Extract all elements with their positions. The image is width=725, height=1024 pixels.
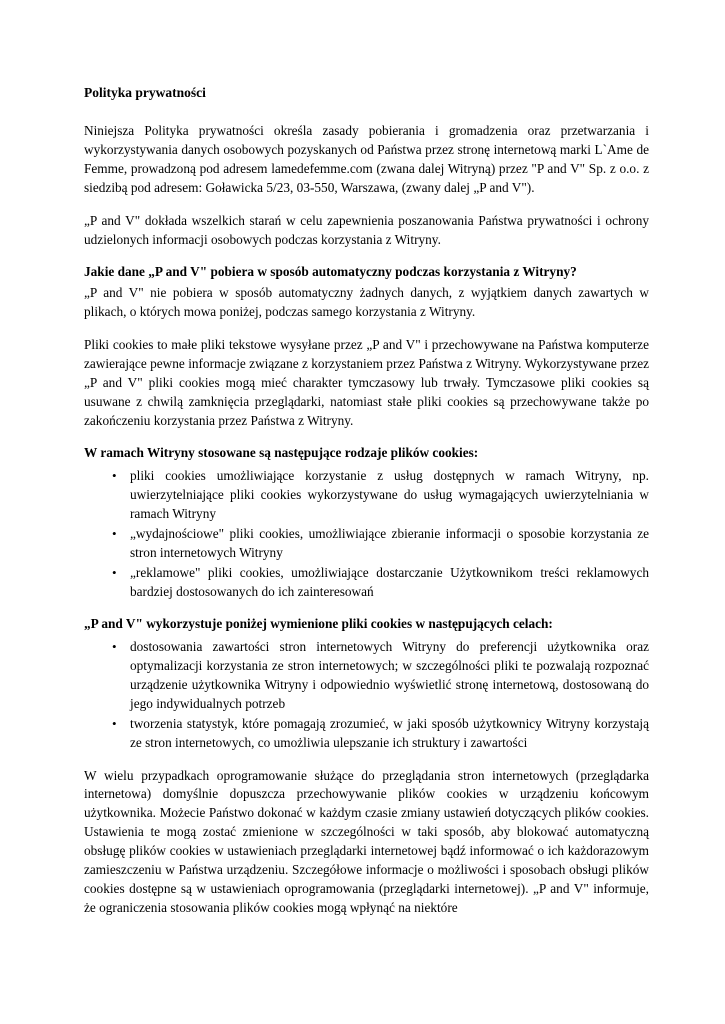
paragraph-automatic-data-answer: „P and V" nie pobiera w sposób automatyczny żadnych danych, z wyjątkiem danych zawartych w plikach, o których mowa poniżej, podczas samego korzystania z Witryny. bbox=[84, 285, 649, 320]
list-item: • tworzenia statystyk, które pomagają zrozumieć, w jaki sposób użytkownicy Witryny korzystają ze stron internetowych, co umożliwia ulepszanie ich struktury i zawartości bbox=[130, 715, 649, 753]
list-item: • dostosowania zawartości stron internetowych Witryny do preferencji użytkownika oraz optymalizacji korzystania ze stron internetowych; w szczególności pliki te pozwalają rozpoznać urządzenie użytkownika Witryny i odpowiednio wyświetlić stronę internetową, dostosowaną do jego indywidualnych potrzeb bbox=[130, 638, 649, 714]
list-item: • „reklamowe" pliki cookies, umożliwiające dostarczanie Użytkownikom treści reklamowych bardziej dostosowanych do ich zainteresowań bbox=[130, 564, 649, 602]
list-item: • „wydajnościowe" pliki cookies, umożliwiające zbieranie informacji o sposobie korzystania ze stron internetowych Witryny bbox=[130, 525, 649, 563]
paragraph-intro: Niniejsza Polityka prywatności określa zasady pobierania i gromadzenia oraz przetwarzania i wykorzystywania danych osobowych pozyskanych od Państwa przez stronę internetową marki L`Ame de Femme, prowadzoną pod adresem lamedefemme.com (zwana dalej Witryną) przez "P and V" Sp. z o.o. z siedzibą pod adresem: Goławicka 5/23, 03-550, Warszawa, (zwany dalej „P and V"). bbox=[84, 123, 649, 195]
cookie-types-list bbox=[84, 467, 649, 601]
paragraph-cookies-definition: Pliki cookies to małe pliki tekstowe wysyłane przez „P and V" i przechowywane na Państwa komputerze zawierające pewne informacje związane z korzystaniem przez Państwa z Witryny. Wykorzystywane przez „P and V" pliki cookies mogą mieć charakter tymczasowy lub trwały. Tymczasowe pliki cookies są usuwane z chwilą zamknięcia przeglądarki, natomiast stałe pliki cookies są przechowywane także po zakończeniu korzystania przez Państwa z Witryny. bbox=[84, 337, 649, 428]
heading-cookie-types: W ramach Witryny stosowane są następujące rodzaje plików cookies: bbox=[84, 445, 479, 461]
paragraph-browser-settings: W wielu przypadkach oprogramowanie służące do przeglądania stron internetowych (przeglądarka internetowa) domyślnie dopuszcza przechowywanie plików cookies w urządzeniu końcowym użytkownika. Możecie Państwo dokonać w każdym czasie zmiany ustawień dotyczących plików cookies. Ustawienia te mogą zostać zmienione w szczególności w taki sposób, aby blokować automatyczną obsługę plików cookies w ustawieniach przeglądarki internetowej bądź informować o ich każdorazowym zamieszczeniu w Państwa urządzeniu. Szczegółowe informacje o możliwości i sposobach obsługi plików cookies dostępne są w ustawieniach oprogramowania (przeglądarki internetowej). „P and V" informuje, że ograniczenia stosowania plików cookies mogą wpłynąć na niektóre bbox=[84, 767, 649, 915]
heading-automatic-data: Jakie dane „P and V" pobiera w sposób automatyczny podczas korzystania z Witryny? bbox=[84, 264, 577, 280]
page-title: Polityka prywatności bbox=[84, 85, 206, 100]
cookie-purposes-list bbox=[84, 638, 649, 752]
list-item: • pliki cookies umożliwiające korzystanie z usług dostępnych w ramach Witryny, np. uwierzytelniające pliki cookies wykorzystywane do usług wymagających uwierzytelniania w ramach Witryny bbox=[130, 467, 649, 524]
paragraph-privacy-efforts: „P and V" dokłada wszelkich starań w celu zapewnienia poszanowania Państwa prywatności i ochrony udzielonych informacji osobowych podczas korzystania z Witryny. bbox=[84, 212, 649, 247]
heading-cookie-purposes: „P and V" wykorzystuje poniżej wymienione pliki cookies w następujących celach: bbox=[84, 616, 553, 632]
